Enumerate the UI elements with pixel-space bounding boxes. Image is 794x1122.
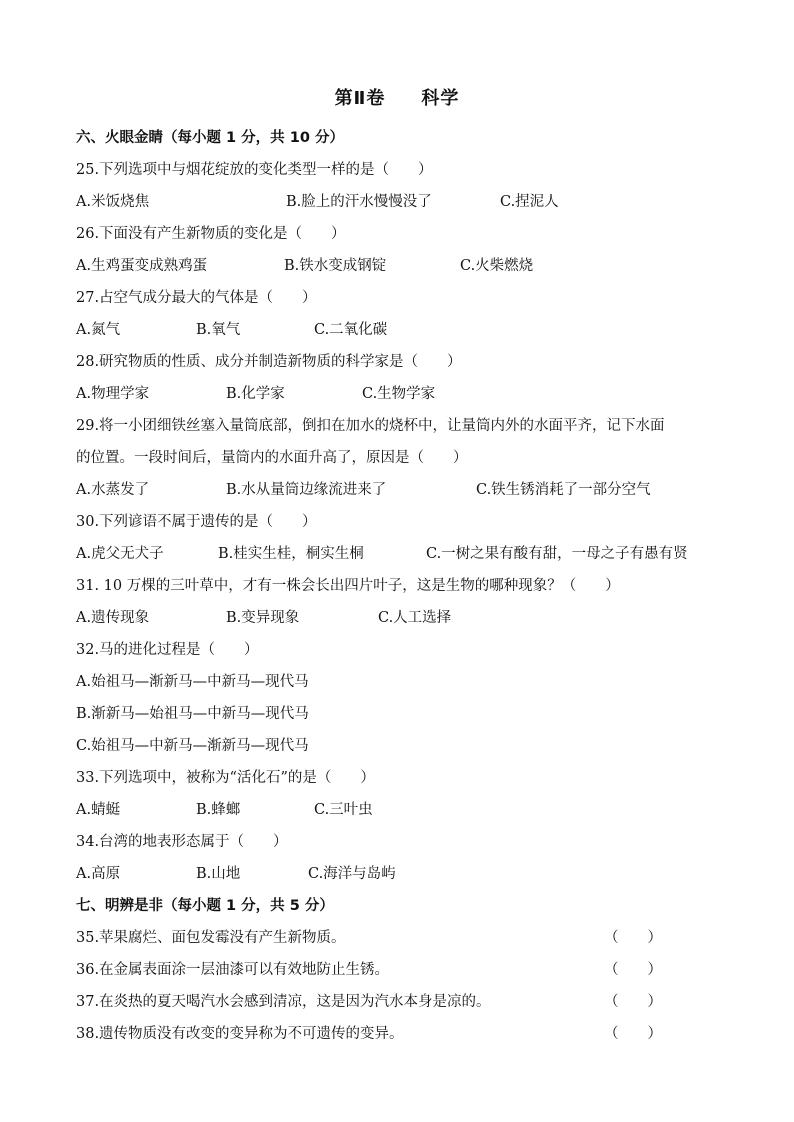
question-stem: 28.研究物质的性质、成分并制造新物质的科学家是（ ） [76, 354, 462, 370]
option-a: A.遗传现象 [76, 610, 150, 626]
options-row [76, 250, 736, 282]
option-c: C.二氧化碳 [314, 322, 388, 338]
statement-text: 37.在炎热的夏天喝汽水会感到清凉，这是因为汽水本身是凉的。 [76, 994, 491, 1010]
question-stem-continued: 的位置。一段时间后，量筒内的水面升高了，原因是（ ） [76, 450, 468, 466]
question-stem: 30.下列谚语不属于遗传的是（ ） [76, 514, 317, 530]
option-c: C.生物学家 [362, 386, 436, 402]
page-title [0, 84, 794, 110]
option-b: B.蜂螂 [196, 802, 241, 818]
option-c: C.一树之果有酸有甜，一母之子有愚有贤 [426, 546, 688, 562]
question-stem: 25.下列选项中与烟花绽放的变化类型一样的是（ ） [76, 162, 433, 178]
section6-heading: 六、火眼金睛（每小题 1 分，共 10 分） [76, 130, 344, 146]
question-stem: 34.台湾的地表形态属于（ ） [76, 834, 288, 850]
answer-blank: （ ） [604, 962, 662, 978]
question-stem: 32.马的进化过程是（ ） [76, 642, 259, 658]
option-a: A.高原 [76, 866, 121, 882]
statement-text: 35.苹果腐烂、面包发霉没有产生新物质。 [76, 930, 346, 946]
option-c: C.人工选择 [378, 610, 452, 626]
option-a: A.氮气 [76, 322, 121, 338]
question-content [76, 122, 736, 1050]
title-subject: 科学 [421, 88, 460, 109]
options-row [76, 378, 736, 410]
options-row [76, 858, 736, 890]
true-false-item [76, 986, 736, 1018]
option-b: B.变异现象 [226, 610, 300, 626]
option-c: C.捏泥人 [500, 194, 559, 210]
option-a: A.物理学家 [76, 386, 150, 402]
statement-text: 38.遗传物质没有改变的变异称为不可遗传的变异。 [76, 1026, 404, 1042]
true-false-item [76, 954, 736, 986]
option-a: A.水蒸发了 [76, 482, 150, 498]
options-row [76, 794, 736, 826]
option-b: B.铁水变成钢锭 [284, 258, 387, 274]
option-b: B.氧气 [196, 322, 241, 338]
option-a: A.蜻蜓 [76, 802, 121, 818]
option-a: A.米饭烧焦 [76, 194, 150, 210]
option-b: B.山地 [196, 866, 241, 882]
true-false-item [76, 1018, 736, 1050]
option-a: A.虎父无犬子 [76, 546, 164, 562]
option-b: B.化学家 [226, 386, 285, 402]
option-c: C.火柴燃烧 [460, 258, 534, 274]
option-c: C.三叶虫 [314, 802, 373, 818]
option-c: C.铁生锈消耗了一部分空气 [476, 482, 651, 498]
options-row [76, 538, 736, 570]
option-b: B.水从量筒边缘流进来了 [226, 482, 387, 498]
answer-blank: （ ） [604, 1026, 662, 1042]
question-stem: 33.下列选项中，被称为“活化石”的是（ ） [76, 770, 375, 786]
option-b: B.脸上的汗水慢慢没了 [286, 194, 432, 210]
options-row [76, 186, 736, 218]
statement-text: 36.在金属表面涂一层油漆可以有效地防止生锈。 [76, 962, 390, 978]
question-stem: 26.下面没有产生新物质的变化是（ ） [76, 226, 346, 242]
question-stem: 31. 10 万棵的三叶草中，才有一株会长出四片叶子，这是生物的哪种现象？（ ） [76, 578, 620, 594]
true-false-item [76, 922, 736, 954]
title-part: 第Ⅱ卷 [334, 88, 386, 109]
options-row [76, 474, 736, 506]
option-a: A.始祖马—渐新马—中新马—现代马 [76, 674, 309, 690]
answer-blank: （ ） [604, 930, 662, 946]
option-b: B.桂实生桂，桐实生桐 [218, 546, 364, 562]
section7-heading: 七、明辨是非（每小题 1 分，共 5 分） [76, 898, 334, 914]
options-row [76, 602, 736, 634]
option-a: A.生鸡蛋变成熟鸡蛋 [76, 258, 208, 274]
question-stem: 27.占空气成分最大的气体是（ ） [76, 290, 317, 306]
options-row [76, 314, 736, 346]
option-b: B.渐新马—始祖马—中新马—现代马 [76, 706, 309, 722]
option-c: C.海洋与岛屿 [308, 866, 396, 882]
question-stem: 29.将一小团细铁丝塞入量筒底部，倒扣在加水的烧杯中，让量筒内外的水面平齐，记下水面 [76, 418, 665, 434]
answer-blank: （ ） [604, 994, 662, 1010]
option-c: C.始祖马—中新马—渐新马—现代马 [76, 738, 309, 754]
